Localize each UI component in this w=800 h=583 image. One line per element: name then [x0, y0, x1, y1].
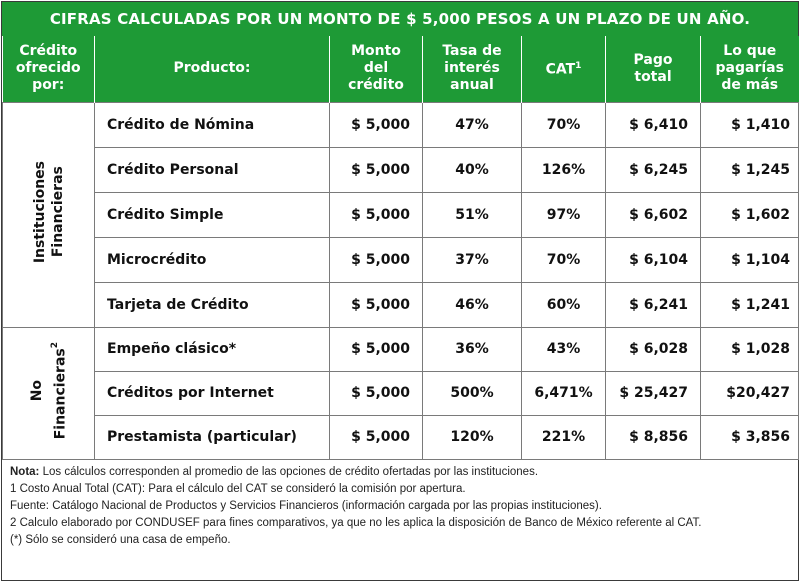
- cell-producto: Tarjeta de Crédito: [95, 282, 330, 327]
- table-row: [3, 282, 799, 327]
- cell-tasa: 120%: [423, 415, 522, 459]
- group-instituciones-financieras: Instituciones Financieras: [3, 102, 95, 327]
- note-general: Nota: Los cálculos corresponden al promedio de las opciones de crédito ofertadas por las instituciones.: [10, 465, 539, 478]
- table-row: [3, 415, 799, 459]
- cell-extra: $ 1,410: [701, 102, 799, 147]
- table-header-row: [3, 36, 799, 102]
- note-fuente: Fuente: Catálogo Nacional de Productos y Servicios Financieros (información cargada por las propias instituciones).: [10, 499, 602, 512]
- cell-pago: $ 6,245: [606, 147, 701, 192]
- cell-pago: $ 6,410: [606, 102, 701, 147]
- cell-producto: Prestamista (particular): [95, 415, 330, 459]
- cell-producto: Crédito Personal: [95, 147, 330, 192]
- cell-monto: $ 5,000: [330, 371, 423, 415]
- cell-monto: $ 5,000: [330, 192, 423, 237]
- credit-comparison-table: [2, 36, 799, 460]
- panel-title: CIFRAS CALCULADAS POR UN MONTO DE $ 5,000 PESOS A UN PLAZO DE UN AÑO.: [2, 2, 798, 36]
- header-pago: Pago total: [606, 36, 701, 102]
- cell-monto: $ 5,000: [330, 282, 423, 327]
- cell-cat: 221%: [522, 415, 606, 459]
- cell-tasa: 47%: [423, 102, 522, 147]
- note-cat: 1 Costo Anual Total (CAT): Para el cálculo del CAT se consideró la comisión por apertura.: [10, 482, 466, 495]
- cell-cat: 70%: [522, 237, 606, 282]
- header-credito: Crédito ofrecido por:: [3, 36, 95, 102]
- cell-monto: $ 5,000: [330, 327, 423, 371]
- cell-tasa: 36%: [423, 327, 522, 371]
- cell-cat: 6,471%: [522, 371, 606, 415]
- cell-extra: $ 1,245: [701, 147, 799, 192]
- cell-cat: 126%: [522, 147, 606, 192]
- cell-tasa: 46%: [423, 282, 522, 327]
- cell-monto: $ 5,000: [330, 102, 423, 147]
- table-row: [3, 237, 799, 282]
- cell-cat: 70%: [522, 102, 606, 147]
- cell-pago: $ 6,028: [606, 327, 701, 371]
- cell-producto: Empeño clásico*: [95, 327, 330, 371]
- footnotes: [2, 460, 798, 550]
- cell-cat: 60%: [522, 282, 606, 327]
- table-row: [3, 371, 799, 415]
- cell-extra: $20,427: [701, 371, 799, 415]
- cell-extra: $ 1,028: [701, 327, 799, 371]
- cell-extra: $ 1,241: [701, 282, 799, 327]
- cell-producto: Crédito Simple: [95, 192, 330, 237]
- cell-producto: Microcrédito: [95, 237, 330, 282]
- cell-pago: $ 25,427: [606, 371, 701, 415]
- cell-producto: Créditos por Internet: [95, 371, 330, 415]
- cell-tasa: 500%: [423, 371, 522, 415]
- table-row: [3, 192, 799, 237]
- comparison-panel: [1, 1, 799, 581]
- note-empeno: (*) Sólo se consideró una casa de empeño.: [10, 534, 231, 547]
- cell-monto: $ 5,000: [330, 147, 423, 192]
- header-producto: Producto:: [95, 36, 330, 102]
- cell-producto: Crédito de Nómina: [95, 102, 330, 147]
- cell-pago: $ 6,241: [606, 282, 701, 327]
- cell-cat: 43%: [522, 327, 606, 371]
- group-no-financieras: No Financieras$^2$: [3, 327, 95, 459]
- cell-tasa: 51%: [423, 192, 522, 237]
- cell-extra: $ 1,104: [701, 237, 799, 282]
- header-monto: Monto del crédito: [330, 36, 423, 102]
- cell-extra: $ 1,602: [701, 192, 799, 237]
- header-cat: CAT$^1$: [522, 36, 606, 102]
- cell-pago: $ 8,856: [606, 415, 701, 459]
- cell-extra: $ 3,856: [701, 415, 799, 459]
- note-condusef: 2 Calculo elaborado por CONDUSEF para fines comparativos, ya que no les aplica la disposición de Banco de México referente al CAT.: [10, 517, 702, 530]
- cell-monto: $ 5,000: [330, 415, 423, 459]
- table-row: [3, 102, 799, 147]
- cell-tasa: 37%: [423, 237, 522, 282]
- table-row: [3, 327, 799, 371]
- header-pagarias: Lo que pagarías de más: [701, 36, 799, 102]
- cell-monto: $ 5,000: [330, 237, 423, 282]
- header-tasa: Tasa de interés anual: [423, 36, 522, 102]
- cell-cat: 97%: [522, 192, 606, 237]
- cell-pago: $ 6,602: [606, 192, 701, 237]
- table-row: [3, 147, 799, 192]
- cell-tasa: 40%: [423, 147, 522, 192]
- cell-pago: $ 6,104: [606, 237, 701, 282]
